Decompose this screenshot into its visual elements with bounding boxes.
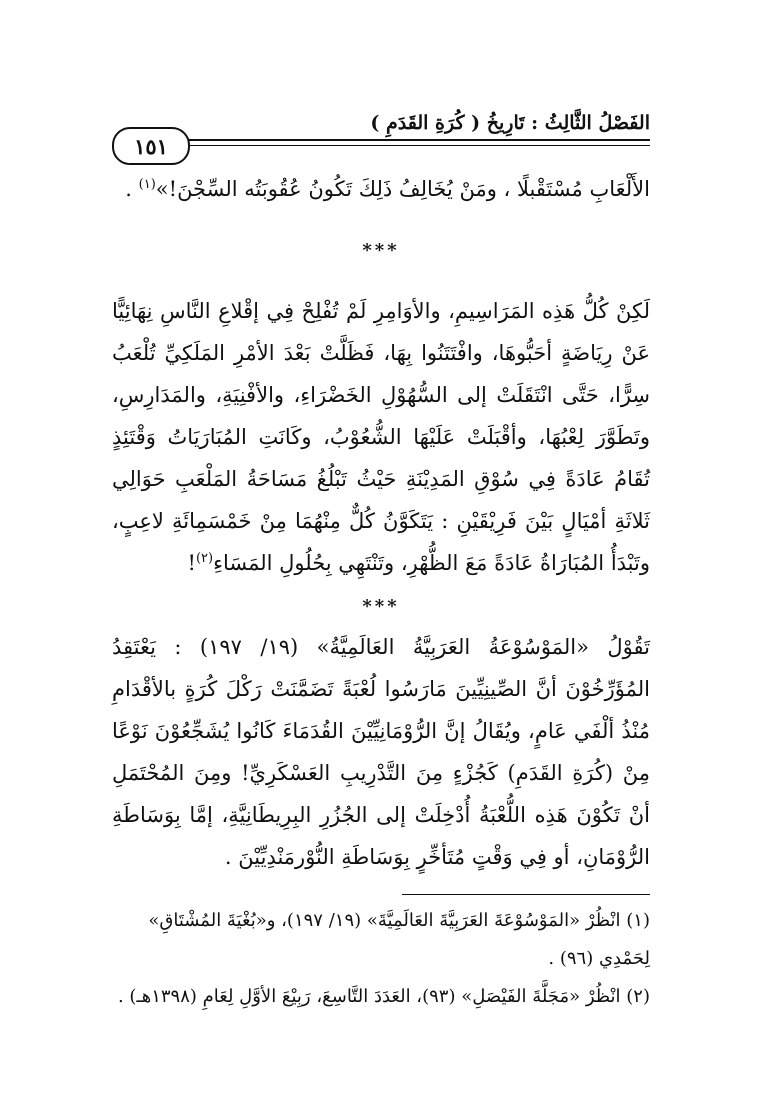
page-number-badge: [112, 127, 190, 165]
header-rule: [172, 139, 650, 141]
intro-end: .: [125, 177, 139, 201]
page-number: ١٥١: [134, 133, 168, 159]
section-separator: ***: [362, 240, 400, 261]
footnote-ref-2: (٢): [195, 551, 214, 566]
intro-paragraph: [112, 168, 650, 210]
footnote-separator: [402, 894, 650, 895]
footnote-ref-1: (١): [138, 177, 156, 192]
intro-line: [112, 168, 650, 210]
running-header: الفَصْلُ الثَّالِثُ : تَارِيخُ ( كُرَةِ القَدَمِ ): [370, 112, 650, 134]
intro-text: الأَلْعَابِ مُسْتَقْبلًا ، ومَنْ يُخَالِفُ ذَلِكَ تَكُونُ عُقُوبَتُه السِّجْنَ!»: [155, 177, 650, 201]
footnotes: [112, 902, 650, 1016]
paragraph-2: [112, 626, 650, 878]
section-separator-2: ***: [362, 596, 400, 617]
paragraph-1: [112, 290, 650, 584]
paragraph-1-end: !: [187, 551, 196, 575]
footnote-2: (٢) انْظُرْ «مَجَلَّةَ الفَيْصَلِ» (٩٣)، العَدَدَ التَّاسِعَ، رَبِيْعَ الأوَّلِ لِعَامِ (١٣٩٨هـ) .: [117, 986, 650, 1007]
paragraph-2-text: تَقُوْلُ «المَوْسُوْعَةُ العَرَبِيَّةُ العَالَمِيَّةُ» (١٩/ ١٩٧) : يَعْتَقِدُ المُؤَرِّخُوْنَ أنَّ الصِّينِيِّينَ مَارَسُوا لُعْبَةً تَضَمَّنَتْ رَكْلَ كُرَةٍ بالأقْدَامِ مُنْذُ ألْفَي عَامٍ، ويُقَالُ إنَّ الرُّوْمَانِيِّيْنَ القُدَمَاءَ كَانُوا يُشَجِّعُوْنَ نَوْعًا مِنْ (كُرَةِ القَدَمِ) كَجُزْءٍ مِنَ التَّدْرِيبِ العَسْكَرِيِّ! ومِنَ المُحْتَمَلِ أنْ تَكُوْنَ هَذِه اللُّعْبَةُ أُدْخِلَتْ إلى الجُزُرِ البِرِيطَانِيَّةِ، إمَّا بِوَسَاطَةِ الرُّوْمَانِ، أو فِي وَقْتٍ مُتَأخِّرٍ بِوَسَاطَةِ النُّوْرمَنْدِيِّيْنَ .: [112, 635, 650, 869]
footnote-1: (١) انْظُرْ «المَوْسُوْعَةَ العَرَبِيَّةَ العَالَمِيَّةَ» (١٩/ ١٩٧)، و«بُغْيَةَ المُشْتَاقِ» لِحَمْدِي (٩٦) .: [148, 910, 650, 969]
header-rule-thin: [172, 145, 650, 146]
paragraph-1-text-wrap: [112, 290, 650, 584]
paragraph-1-text: لَكِنْ كُلُّ هَذِه المَرَاسِيمِ، والأوَامِرِ لَمْ تُفْلِحْ فِي إقْلاعِ النَّاسِ نِهَائِيًّا عَنْ رِيَاضَةٍ أحَبُّوهَا، وافْتَتَنُوا بِهَا، فَظَلَّتْ بَعْدَ الأمْرِ المَلَكِيِّ تُلْعَبُ سِرًّا، حَتَّى انْتَقَلَتْ إلى السُّهُوْلِ الخَضْرَاءِ، والأفْنِيَةِ، والمَدَارِسِ، وتَطَوَّرَ لِعْبُهَا، وأقْبَلَتْ عَلَيْهَا الشُّعُوْبُ، وكَانَتِ المُبَارَيَاتُ وَقْتَئِذٍ تُقَامُ عَادَةً فِي سُوْقِ المَدِيْنَةِ حَيْثُ تَبْلُغُ مَسَاحَةُ المَلْعَبِ حَوَالِي ثَلاثَةِ أمْيَالٍ بَيْنَ فَرِيْقَيْنِ : يَتَكَوَّنُ كُلٌّ مِنْهُمَا مِنْ خَمْسَمِائَةِ لاعِبٍ، وتَبْدَأُ المُبَارَاةُ عَادَةً مَعَ الظُّهْرِ، وتَنْتَهِي بِحُلُولِ المَسَاءِ: [112, 299, 650, 575]
